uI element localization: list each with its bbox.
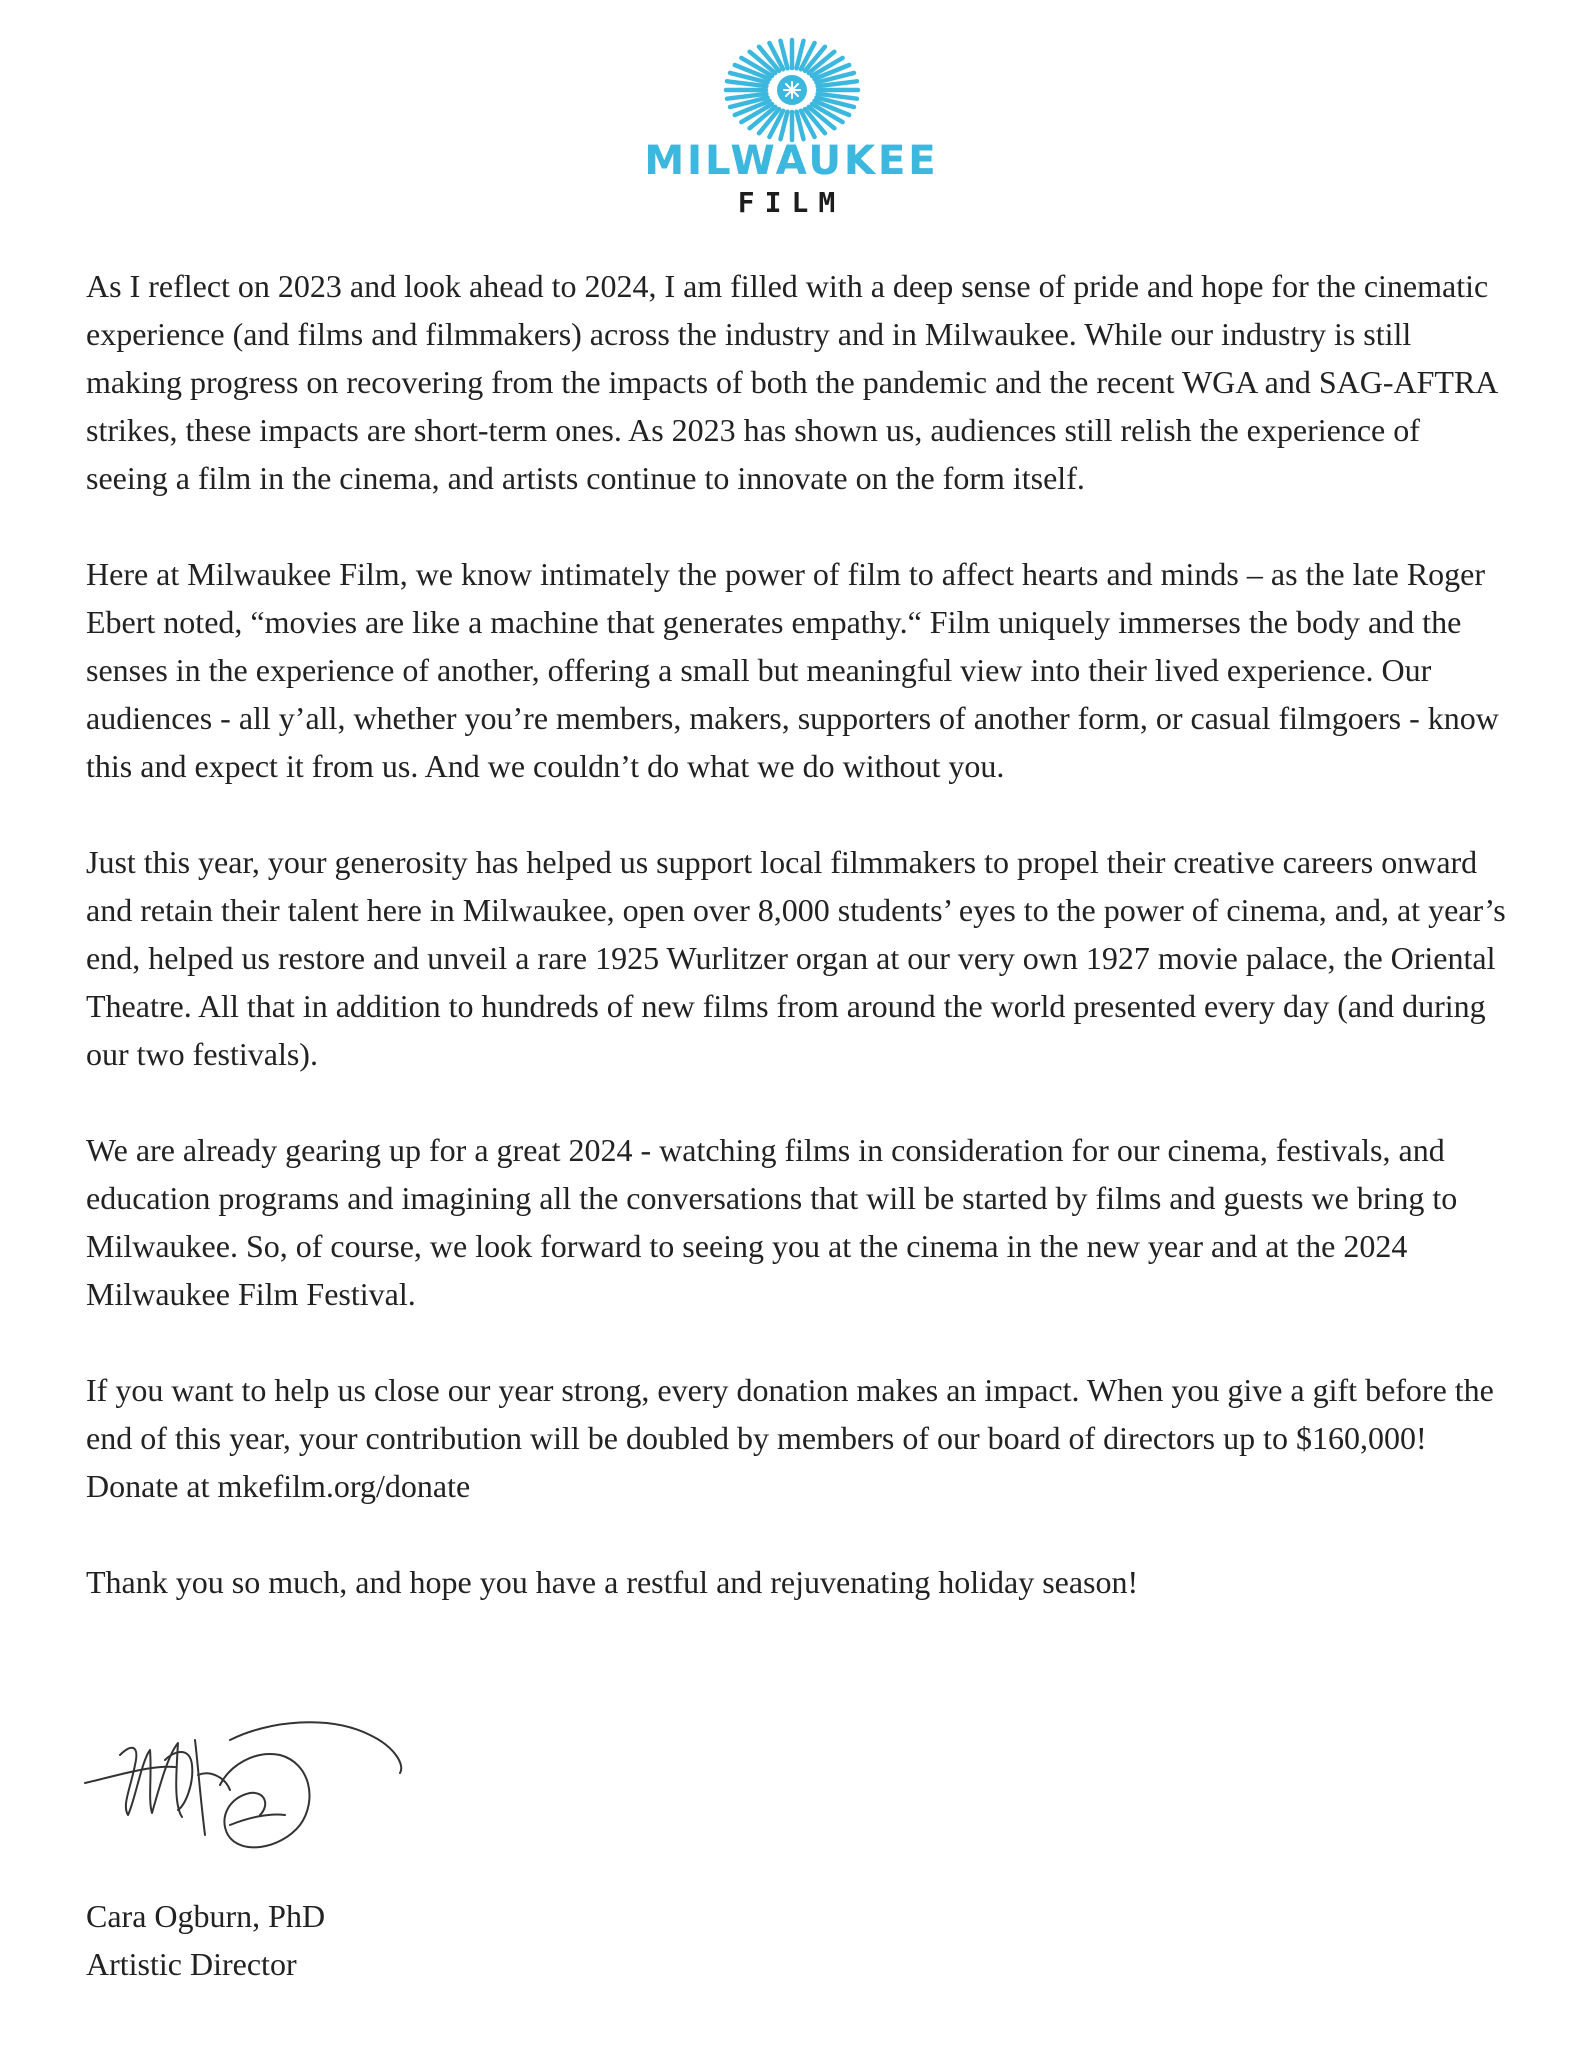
signatory-title: Artistic Director	[86, 1946, 297, 1982]
logo-wordmark-film: FILM	[737, 186, 846, 219]
milwaukee-film-logo	[0, 30, 1583, 220]
letter-paragraph: Just this year, your generosity has helped us support local filmmakers to propel their creative careers onward and retain their talent here in Milwaukee, open over 8,000 students’ eyes to the power of cinema, and, at year’s end, helped us restore and unveil a rare 1925 Wurlitzer organ at our very own 1927 movie palace, the Oriental Theatre. All that in addition to hundreds of new films from around the world presented every day (and during our two festivals).	[86, 844, 1506, 1072]
letter-paragraph: Thank you so much, and hope you have a restful and rejuvenating holiday season!	[86, 1564, 1139, 1600]
letter-paragraph: As I reflect on 2023 and look ahead to 2024, I am filled with a deep sense of pride and hope for the cinematic experience (and films and filmmakers) across the industry and in Milwaukee. While our industry is still making progress on recovering from the impacts of both the pandemic and the recent WGA and SAG-AFTRA strikes, these impacts are short-term ones. As 2023 has shown us, audiences still relish the experience of seeing a film in the cinema, and artists continue to innovate on the form itself.	[86, 268, 1497, 496]
letter-paragraph: If you want to help us close our year strong, every donation makes an impact. When you give a gift before the end of this year, your contribution will be doubled by members of our board of directors up to $160,000! Donate at mkefilm.org/donate	[86, 1372, 1494, 1504]
letter-body	[86, 262, 1506, 1606]
logo-wordmark-milwaukee: MILWAUKEE	[644, 138, 939, 184]
letter-paragraph: We are already gearing up for a great 2024 - watching films in consideration for our cinema, festivals, and education programs and imagining all the conversations that will be started by films and guests we bring to Milwaukee. So, of course, we look forward to seeing you at the cinema in the new year and at the 2024 Milwaukee Film Festival.	[86, 1132, 1458, 1312]
signatory-name: Cara Ogburn, PhD	[86, 1898, 326, 1934]
letter-paragraph: Here at Milwaukee Film, we know intimately the power of film to affect hearts and minds – as the late Roger Ebert noted, “movies are like a machine that generates empathy.“ Film uniquely immerses the body and the senses in the experience of another, offering a small but meaningful view into their lived experience. Our audiences - all y’all, whether you’re members, makers, supporters of another form, or casual filmgoers - know this and expect it from us. And we couldn’t do what we do without you.	[86, 556, 1499, 784]
handwritten-signature	[80, 1705, 420, 1865]
